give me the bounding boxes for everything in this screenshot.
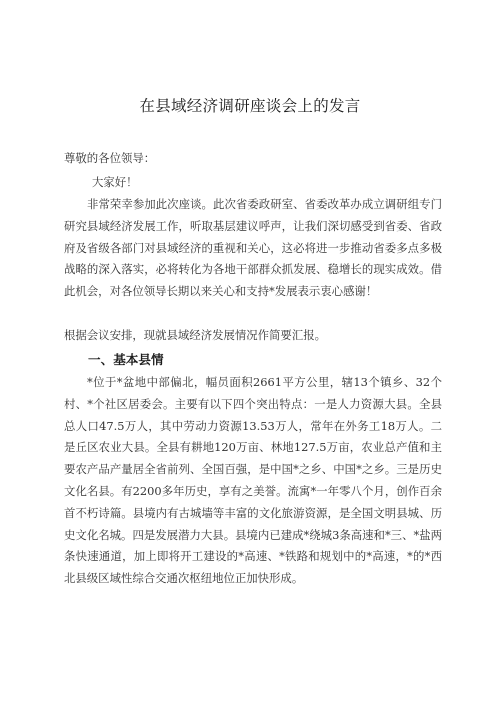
- paragraph-opening: 非常荣幸参加此次座谈。此次省委政研室、省委改革办成立调研组专门研究县域经济发展工作，听取基层建议呼声，让我们深切感受到省委、省政府及省级各部门对县域经济的重视和关心，这必将进一步推动省委多点多极战略的深入落实，必将转化为各地干部群众抓发展、稳增长的现实成效。借此机会，对各位领导长期以来关心和支持*发展表示衷心感谢！: [64, 197, 442, 299]
- section-heading-basic-info: 一、基本县情: [88, 352, 164, 367]
- greeting: 大家好！: [92, 175, 138, 189]
- document-title: 在县域经济调研座谈会上的发言: [139, 97, 361, 115]
- paragraph-county-overview: *位于*盆地中部偏北，幅员面积2661平方公里，辖13个镇乡、32个村、*个社区居委会。主要有以下四个突出特点：一是人力资源大县。全县总人口47.5万人，其中劳动力资源13.53万人，常年在外务工18万人。二是丘区农业大县。全县有耕地120万亩、林地127.5万亩，农业总产值和主要农产品产量居全省前列、全国百强，是中国*之乡、中国*之乡。三是历史文化名县。有2200多年历史，享有之美誉。流寓*一年零八个月，创作百余首不朽诗篇。县境内有古城墙等丰富的文化旅游资源，是全国文明县城、历史文化名城。四是发展潜力大县。县境内已建成*绕城3条高速和*三、*盐两条快速通道，加上即将开工建设的*高速、*铁路和规划中的*高速，*的*西北县级区域性综合交通次枢纽地位正加快形成。: [64, 375, 442, 586]
- salutation: 尊敬的各位领导：: [64, 151, 156, 165]
- paragraph-report-intro: 根据会议安排，现就县域经济发展情况作简要汇报。: [64, 328, 326, 342]
